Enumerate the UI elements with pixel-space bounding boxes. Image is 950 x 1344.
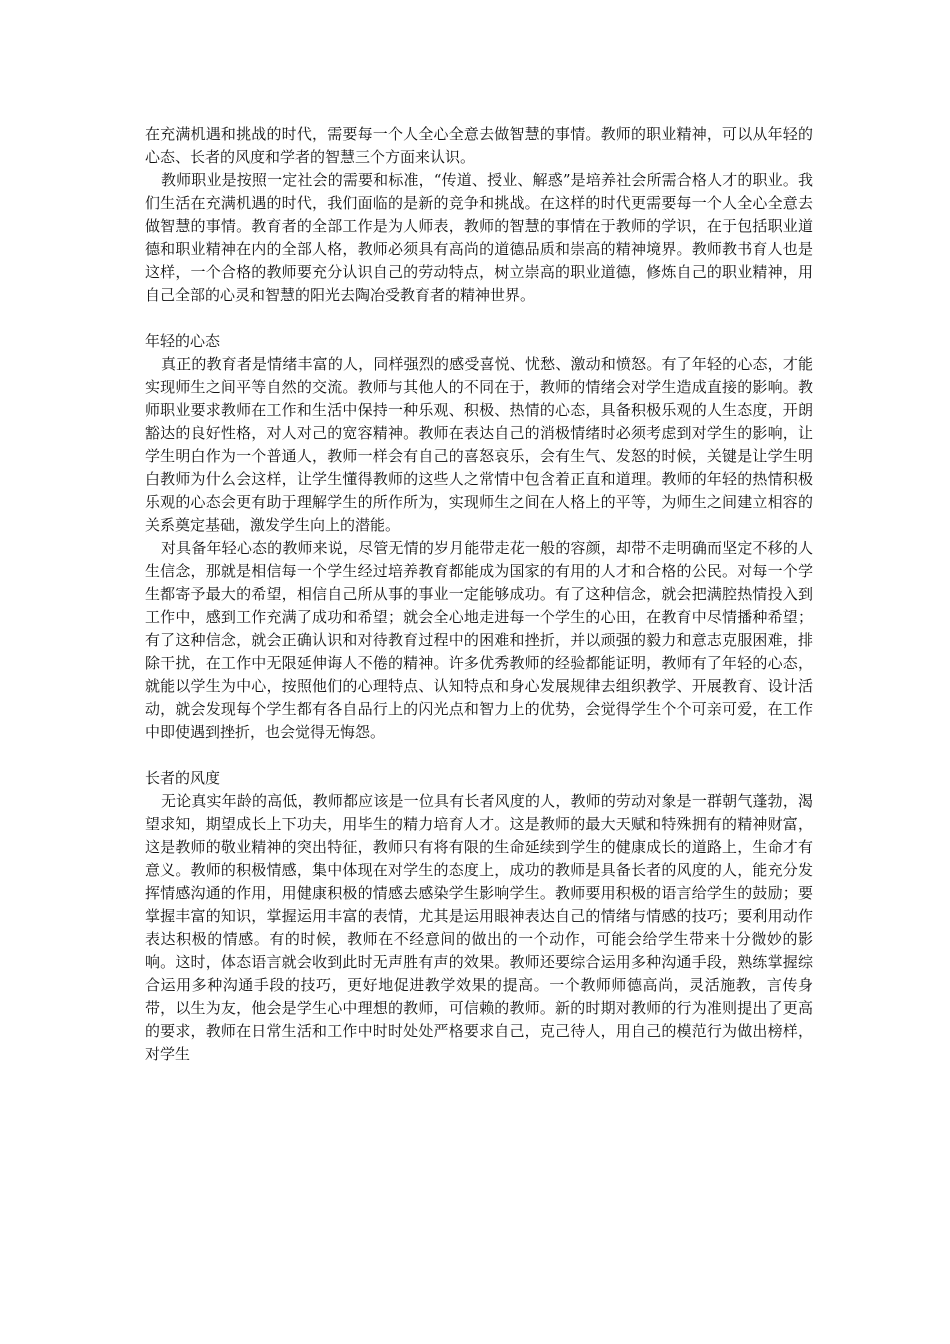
- section-paragraph: 对具备年轻心态的教师来说，尽管无情的岁月能带走花一般的容颜，却带不走明确而坚定不移的人生信念，那就是相信每一个学生经过培养教育都能成为国家的有用的人才和合格的公民。对每一个学生都寄予最大的希望，相信自己所从事的事业一定能够成功。有了这种信念，就会把满腔热情投入到工作中，感到工作充满了成功和希望；就会全心地走进每一个学生的心田，在教育中尽情播种希望；有了这种信念，就会正确认识和对待教育过程中的困难和挫折，并以顽强的毅力和意志克服困难，排除干扰，在工作中无限延伸诲人不倦的精神。许多优秀教师的经验都能证明，教师有了年轻的心态，就能以学生为中心，按照他们的心理特点、认知特点和身心发展规律去组织教学、开展教育、设计活动，就会发现每个学生都有各自品行上的闪光点和智力上的优势，会觉得学生个个可亲可爱，在工作中即使遇到挫折，也会觉得无悔怨。: [145, 539, 813, 741]
- section-paragraph: 无论真实年龄的高低，教师都应该是一位具有长者风度的人，教师的劳动对象是一群朝气蓬勃，渴望求知，期望成长上下功夫，用毕生的精力培育人才。这是教师的最大天赋和特殊拥有的精神财富，这是教师的敬业精神的突出特征，教师只有将有限的生命延续到学生的健康成长的道路上，生命才有意义。教师的积极情感，集中体现在对学生的态度上，成功的教师是具备长者的风度的人，能充分发挥情感沟通的作用，用健康积极的情感去感染学生影响学生。教师要用积极的语言给学生的鼓励；要掌握丰富的知识，掌握运用丰富的表情，尤其是运用眼神表达自己的情绪与情感的技巧；要利用动作表达积极的情感。有的时候，教师在不经意间的做出的一个动作，可能会给学生带来十分微妙的影响。这时，体态语言就会收到此时无声胜有声的效果。教师还要综合运用多种沟通手段，熟练掌握综合运用多种沟通手段的技巧，更好地促进教学效果的提高。一个教师师德高尚，灵活施教，言传身带，以生为友，他会是学生心中理想的教师，可信赖的教师。新的时期对教师的行为准则提出了更高的要求，教师在日常生活和工作中时时处处严格要求自己，克己待人，用自己的模范行为做出榜样，对学生: [145, 792, 813, 1063]
- intro-paragraph: 教师职业是按照一定社会的需要和标准，“传道、授业、解惑”是培养社会所需合格人才的职业。我们生活在充满机遇的时代，我们面临的是新的竞争和挑战。在这样的时代更需要每一个人全心全意去做智慧的事情。教育者的全部工作是为人师表，教师的智慧的事情在于教师的学识，在于包括职业道德和职业精神在内的全部人格，教师必须具有高尚的道德品质和崇高的精神境界。教师教书育人也是这样，一个合格的教师要充分认识自己的劳动特点，树立崇高的职业道德，修炼自己的职业精神，用自己全部的心灵和智慧的阳光去陶冶受教育者的精神世界。: [145, 171, 813, 304]
- document-body: [145, 123, 813, 1066]
- section-heading: 长者的风度: [145, 769, 221, 787]
- section-paragraph: 真正的教育者是情绪丰富的人，同样强烈的感受喜悦、忧愁、激动和愤怒。有了年轻的心态，才能实现师生之间平等自然的交流。教师与其他人的不同在于，教师的情绪会对学生造成直接的影响。教师职业要求教师在工作和生活中保持一种乐观、积极、热情的心态，具备积极乐观的人生态度，开朗豁达的良好性格，对人对己的宽容精神。教师在表达自己的消极情绪时必须考虑到对学生的影响，让学生明白作为一个普通人，教师一样会有自己的喜怒哀乐，会有生气、发怒的时候，关键是让学生明白教师为什么会这样，让学生懂得教师的这些人之常情中包含着正直和道理。教师的年轻的热情积极乐观的心态会更有助于理解学生的所作所为，实现师生之间在人格上的平等，为师生之间建立相容的关系奠定基础，激发学生向上的潜能。: [145, 355, 813, 534]
- section-heading: 年轻的心态: [145, 332, 221, 350]
- intro-paragraph: 在充满机遇和挑战的时代，需要每一个人全心全意去做智慧的事情。教师的职业精神，可以从年轻的心态、长者的风度和学者的智慧三个方面来认识。: [145, 125, 813, 166]
